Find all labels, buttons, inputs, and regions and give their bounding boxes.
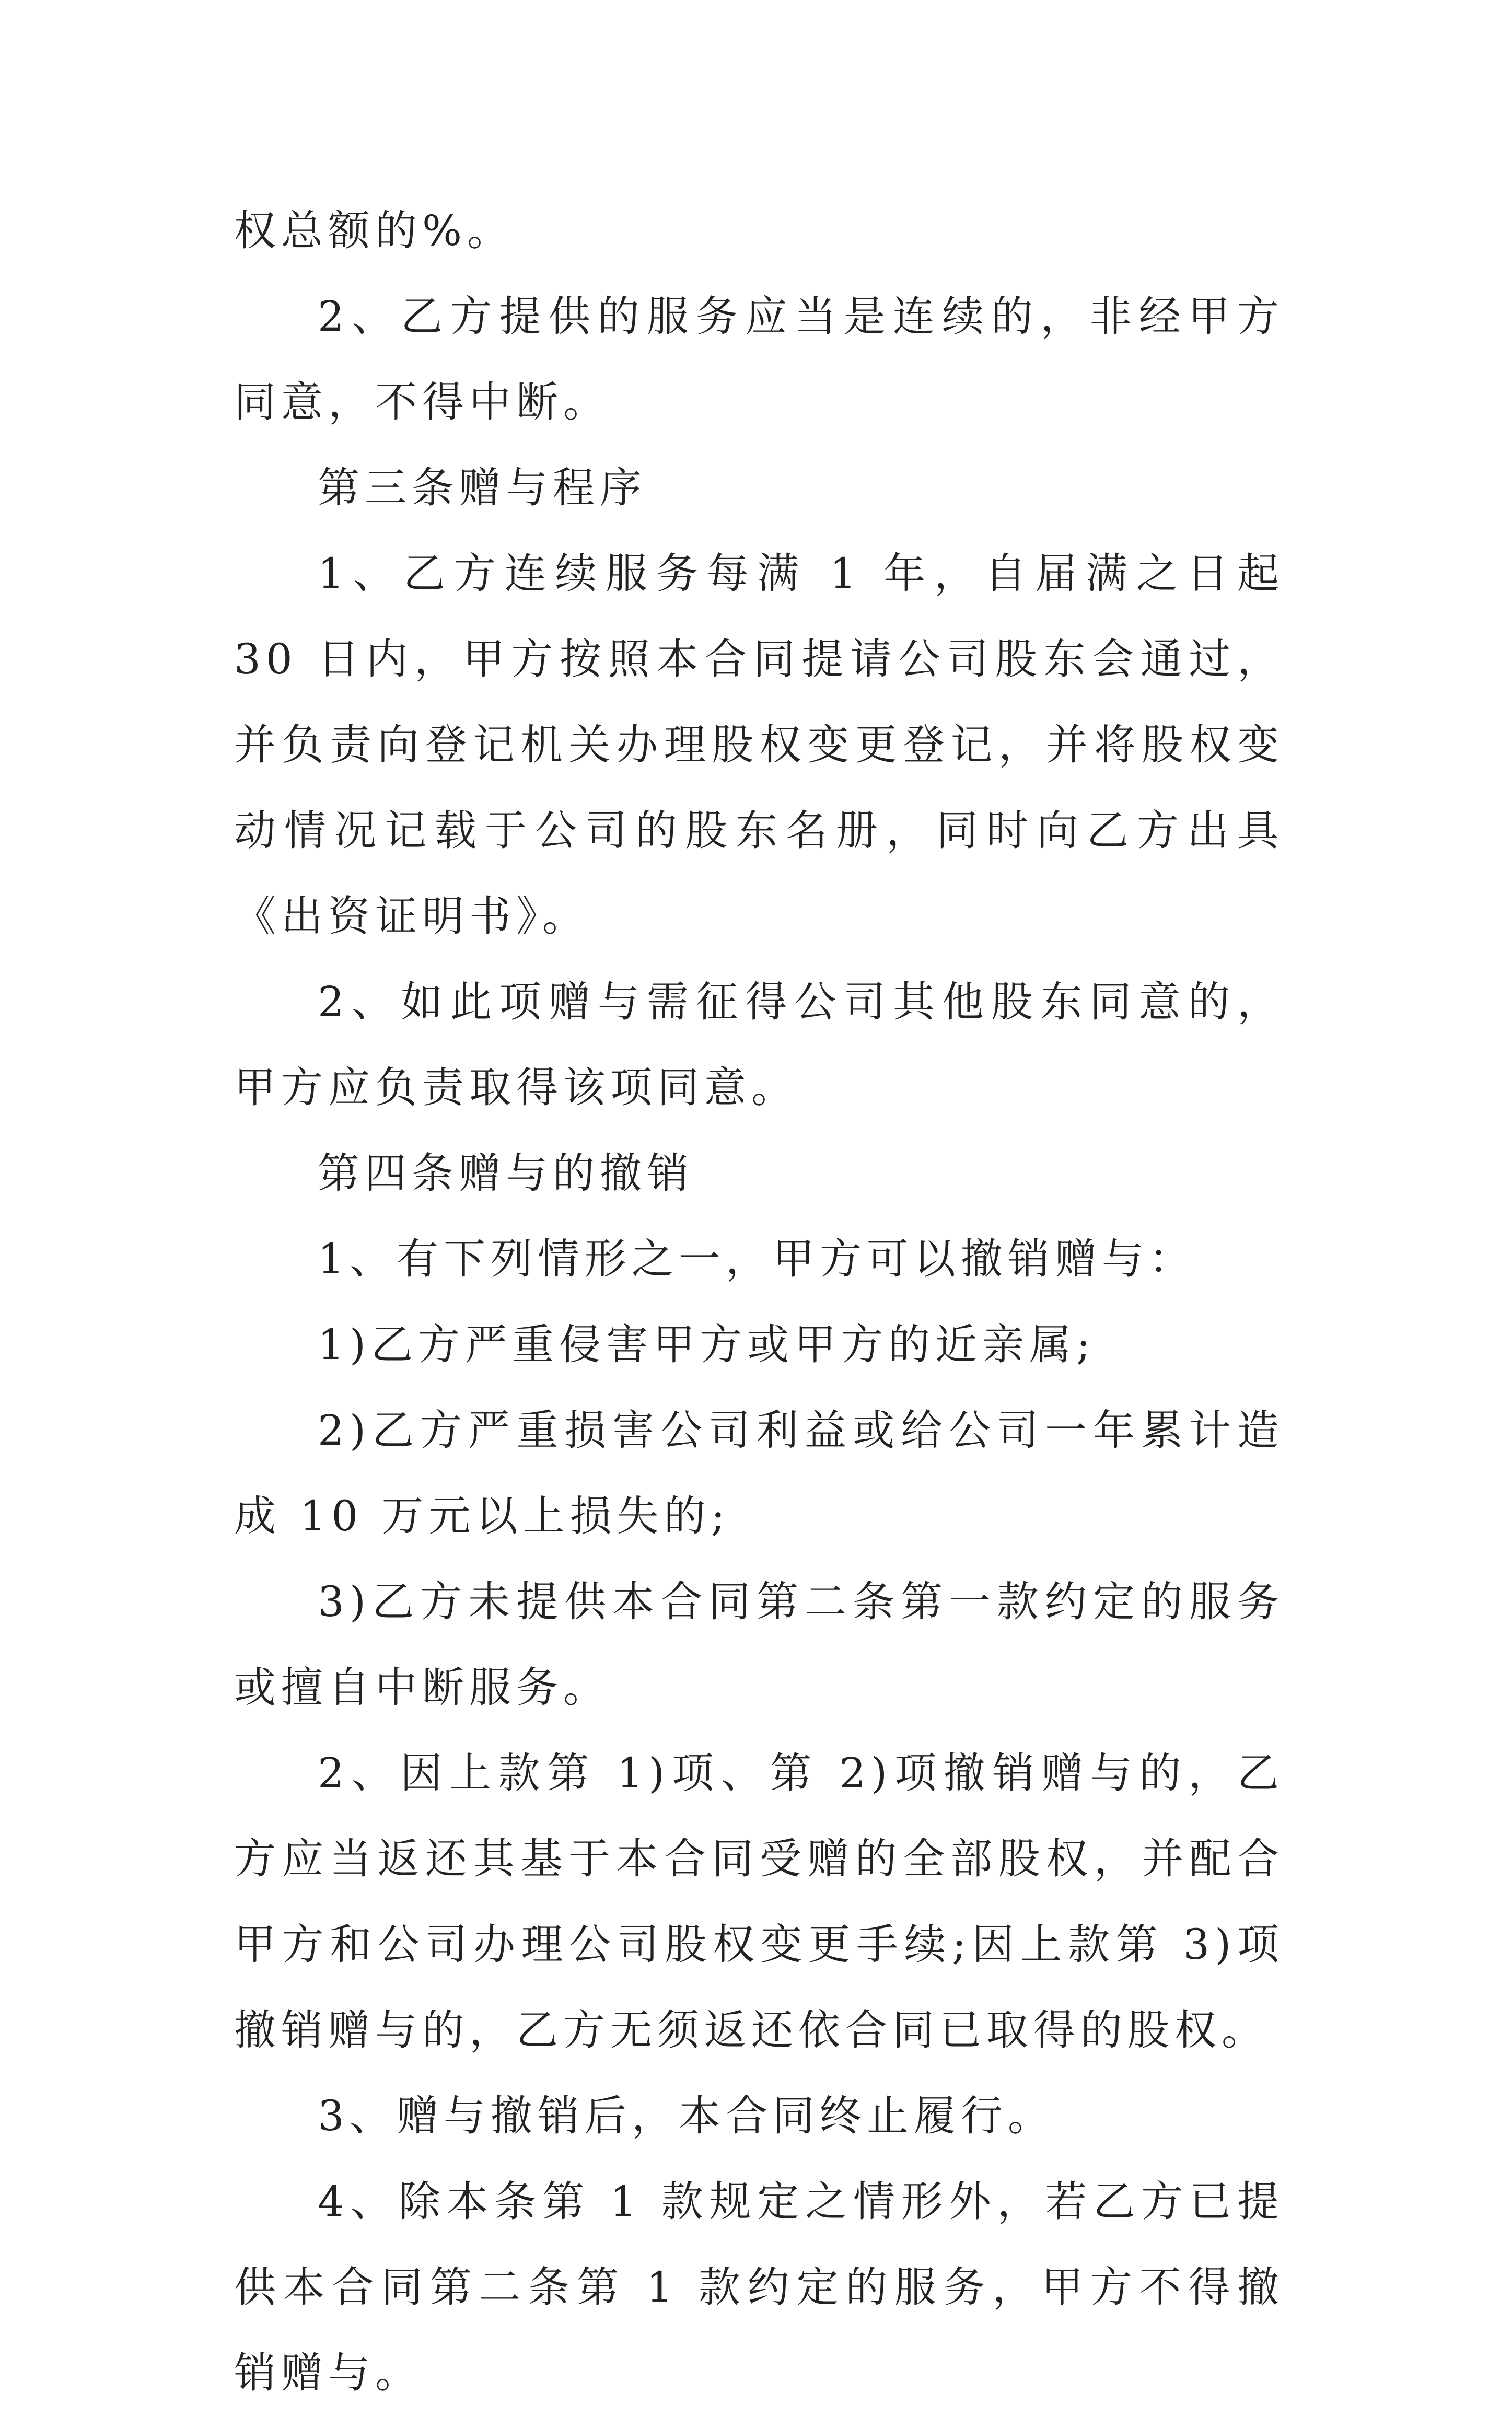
paragraph-clause: 3、赠与撤销后，本合同终止履行。 <box>318 2092 1055 2140</box>
paragraph-clause: 1、乙方连续服务每满 1 年，自届满之日起 30 日内，甲方按照本合同提请公司股东会通过，并负责向登记机关办理股权变更登记，并将股权变动情况记载于公司的股东名册，同时向乙方出具《出资证明书》。 <box>234 549 1284 940</box>
document-body <box>234 188 1284 2416</box>
paragraph-clause: 2、如此项赠与需征得公司其他股东同意的，甲方应负责取得该项同意。 <box>234 978 1284 1112</box>
paragraph-continuation: 权总额的%。 <box>234 206 515 255</box>
paragraph-clause: 4、除本条第 1 款规定之情形外，若乙方已提供本合同第二条第 1 款约定的服务，甲方不得撤销赠与。 <box>234 2177 1284 2397</box>
paragraph-clause: 1、有下列情形之一，甲方可以撤销赠与： <box>318 1235 1196 1283</box>
paragraph-list-item: 1)乙方严重侵害甲方或甲方的近亲属; <box>318 1320 1096 1369</box>
paragraph-list-item: 2)乙方严重损害公司利益或给公司一年累计造成 10 万元以上损失的; <box>234 1406 1284 1540</box>
paragraph-list-item: 3)乙方未提供本合同第二条第一款约定的服务或擅自中断服务。 <box>234 1577 1284 1712</box>
section-heading: 第三条赠与程序 <box>318 463 647 512</box>
section-heading: 第四条赠与的撤销 <box>318 1149 694 1198</box>
paragraph-clause: 2、因上款第 1)项、第 2)项撤销赠与的，乙方应当返还其基于本合同受赠的全部股权，并配合甲方和公司办理公司股权变更手续;因上款第 3)项撤销赠与的，乙方无须返还依合同已取得的股权。 <box>234 1749 1284 2054</box>
paragraph-clause: 2、乙方提供的服务应当是连续的，非经甲方同意，不得中断。 <box>234 292 1284 426</box>
